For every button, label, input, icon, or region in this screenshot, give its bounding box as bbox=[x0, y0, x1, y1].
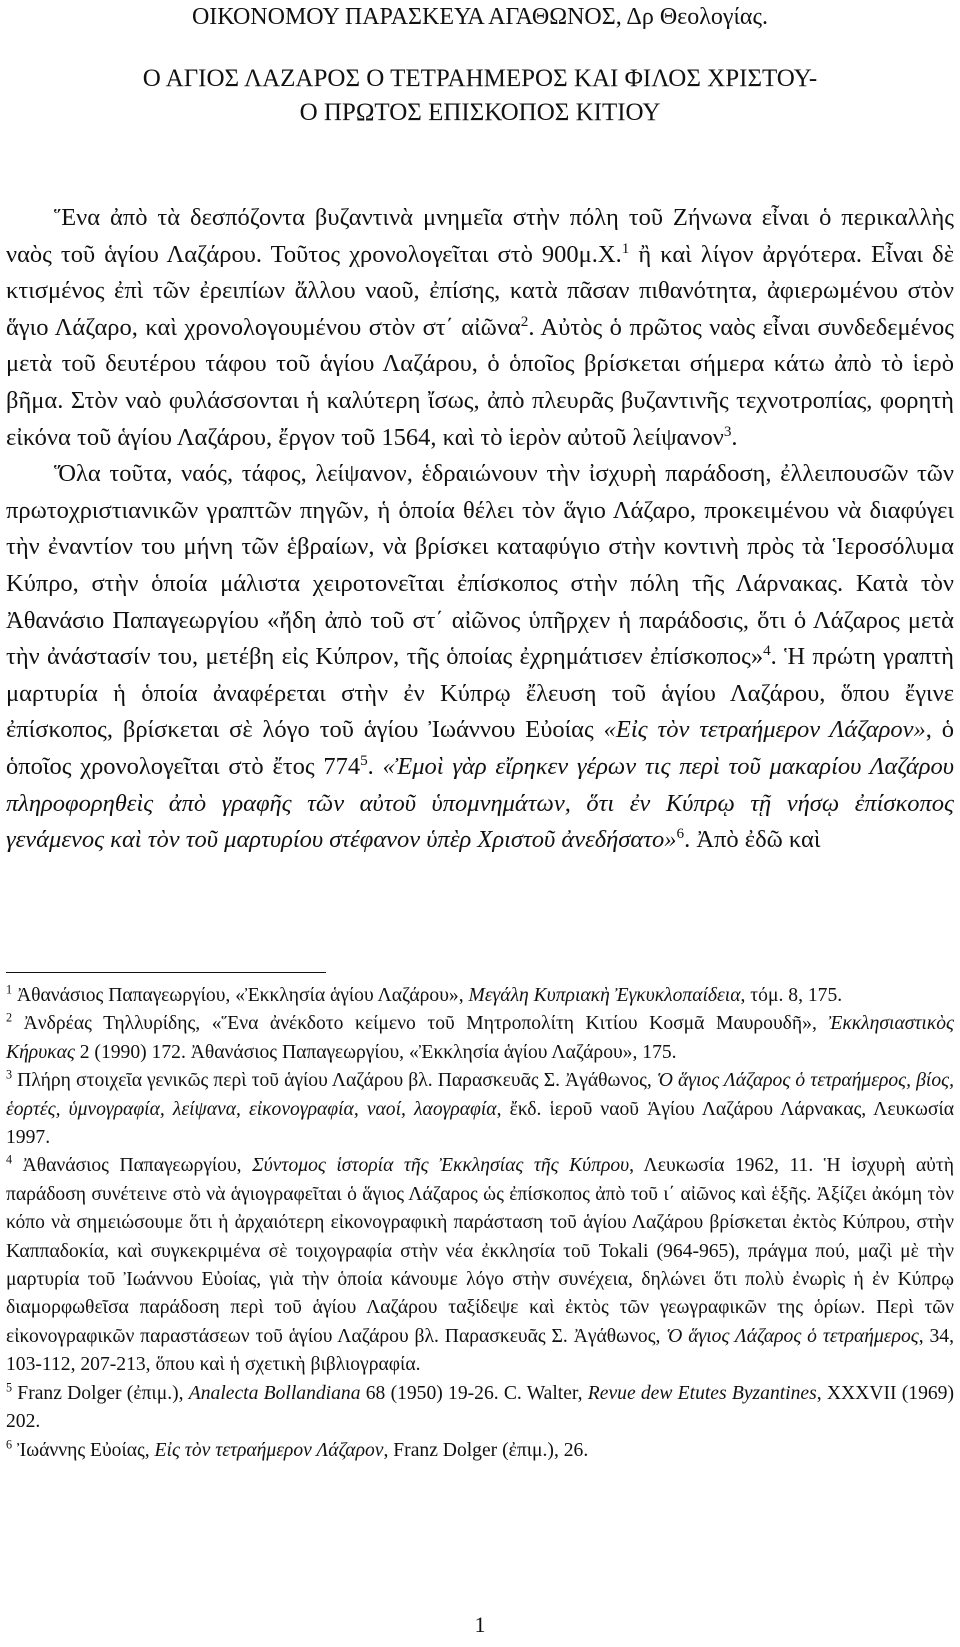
footnote-number: 1 bbox=[6, 982, 13, 997]
author-line: ΟΙΚΟΝΟΜΟΥ ΠΑΡΑΣΚΕΥΑ ΑΓΑΘΩΝΟΣ, Δρ Θεολογίας. bbox=[191, 4, 769, 30]
footnote-ref-6[interactable]: 6 bbox=[676, 824, 685, 842]
text-span: Ἕνα ἀπὸ τὰ δεσπόζοντα βυζαντινὰ μνημεῖα στὴν πόλη τοῦ Ζήνωνα εἶναι ὁ περικαλλὴς ναὸς τοῦ ἁγίου Λαζάρου. Τοῦτος χρονολογεῖται στὸ 900μ.Χ. bbox=[6, 204, 954, 268]
text-span: Ἀθανάσιος Παπαγεωργίου, «Ἐκκλησία ἁγίου Λαζάρου», bbox=[12, 985, 469, 1006]
text-span: Franz Dolger (ἐπιμ.), bbox=[12, 1382, 189, 1404]
body-text bbox=[6, 200, 954, 859]
text-span: Ἀνδρέας Τηλλυρίδης, «Ἕνα ἀνέκδοτο κείμενο τοῦ Μητροπολίτη Κιτίου Κοσμᾶ Μαυρουδῆ», bbox=[12, 1013, 829, 1035]
italic-title: Ὁ ἅγιος Λάζαρος ὁ τετραήμερος, βίος, ἑορτές, ὑμνογραφία, λείψανα, εἰκονογραφία, ναοί, λαογραφία bbox=[6, 1070, 954, 1120]
italic-title: Σύντομος ἱστορία τῆς Ἐκκλησίας τῆς Κύπρου bbox=[252, 1155, 630, 1177]
footnotes bbox=[6, 982, 954, 1465]
footnote-ref-4[interactable]: 4 bbox=[763, 641, 771, 659]
italic-title: Revue dew Etutes Byzantines bbox=[587, 1382, 817, 1404]
text-span: , τόμ. 8, 175. bbox=[740, 985, 843, 1006]
text-span: ἢ καὶ λίγον ἀργότερα. Εἶναι δὲ κτισμένος ἐπὶ τῶν ἐρειπίων ἄλλου ναοῦ, ἐπίσης, κατὰ πᾶσαν πιθανότητα, ἀφιερωμένου στὸν ἅγιο Λάζαρο, καὶ χρονολογουμένου στὸν στ΄ αἰῶνα bbox=[6, 240, 954, 341]
footnote-4 bbox=[6, 1152, 954, 1379]
footnote-1 bbox=[6, 982, 954, 1010]
italic-title: Ὁ ἅγιος Λάζαρος ὁ τετραήμερος bbox=[666, 1325, 919, 1347]
italic-title: Μεγάλη Κυπριακὴ Ἐγκυκλοπαίδεια bbox=[468, 985, 741, 1006]
italic-quote: «Ἐμοὶ γὰρ εἴρηκεν γέρων τις περὶ τοῦ μακαρίου Λαζάρου πληροφορηθεὶς ἀπὸ γραφῆς τῶν αὐτοῦ ὑπομνημάτων, ὅτι ἐν Κύπρῳ τῇ νήσῳ ἐπίσκοπος γενάμενος καὶ τὸν τοῦ μαρτυρίου στέφανον ὑπὲρ Χριστοῦ ἀνεδήσατο» bbox=[6, 752, 955, 854]
italic-title: Analecta Bollandiana bbox=[188, 1382, 361, 1404]
text-span: , ὁ ὁποῖος χρονολογεῖται στὸ ἔτος 774 bbox=[6, 716, 954, 780]
footnote-number: 3 bbox=[6, 1067, 13, 1082]
footnote-number: 2 bbox=[6, 1010, 13, 1025]
text-span: . Ἡ πρώτη γραπτὴ μαρτυρία ἡ ὁποία ἀναφέρεται στὴν ἐν Κύπρῳ ἔλευση τοῦ ἁγίου Λαζάρου, ὅπου ἔγινε ἐπίσκοπος, βρίσκεται σὲ λόγο τοῦ ἁγίου Ἰωάννου Εὐοίας bbox=[6, 643, 954, 744]
text-span: Ὅλα τοῦτα, ναός, τάφος, λείψανον, ἑδραιώνουν τὴν ἰσχυρὴ παράδοση, ἐλλειπουσῶν τῶν πρωτοχριστιανικῶν γραπτῶν πηγῶν, ἡ ὁποία θέλει τὸν ἅγιο Λάζαρο, προκειμένου νὰ διαφύγει τὴν ἐναντίον του μήνη τῶν ἑβραίων, νὰ βρίσκει καταφύγιο στὴν κοντινὴ πρὸς τὰ Ἱεροσόλυμα Κύπρο, στὴν ὁποία μάλιστα χειροτονεῖται ἐπίσκοπος στὴν πόλη τῆς Λάρνακας. Κατὰ τὸν Ἀθανάσιο Παπαγεωργίου «ἤδη ἀπὸ τοῦ στ΄ αἰῶνος ὑπῆρχεν ἡ παράδοσις, ὅτι ὁ Λάζαρος μετὰ τὴν ἀνάστασίν του, μετέβη εἰς Κύπρον, τῆς ὁποίας ἐχρημάτισεν ἐπίσκοπος» bbox=[6, 460, 954, 671]
italic-title: Εἰς τὸν τετραήμερον Λάζαρον bbox=[154, 1439, 384, 1461]
text-span: 68 (1950) 19-26. C. Walter, bbox=[360, 1382, 588, 1404]
text-span: . Αὐτὸς ὁ πρῶτος ναὸς εἶναι συνδεδεμένος μετὰ τοῦ δευτέρου τάφου τοῦ ἁγίου Λαζάρου, ὁ ὁποῖος βρίσκεται σήμερα κάτω ἀπὸ τὸ ἱερὸ βῆμα. Στὸν ναὸ φυλάσσονται ἡ καλύτερη ἴσως, ἀπὸ πλευρᾶς βυζαντινῆς τεχνοτροπίας, φορητὴ εἰκόνα τοῦ ἁγίου Λαζάρου, ἔργον τοῦ 1564, καὶ τὸ ἱερὸν αὐτοῦ λείψανον bbox=[6, 313, 955, 451]
text-span: , XXXVII (1969) 202. bbox=[6, 1382, 954, 1433]
title-line-2: Ο ΠΡΩΤΟΣ ΕΠΙΣΚΟΠΟΣ ΚΙΤΙΟΥ bbox=[299, 99, 661, 126]
paragraph-2 bbox=[6, 456, 954, 859]
footnote-number: 5 bbox=[6, 1380, 13, 1395]
page-number: 1 bbox=[474, 1612, 486, 1637]
footnote-number: 4 bbox=[6, 1152, 13, 1167]
text-span: 2 (1990) 172. Ἀθανάσιος Παπαγεωργίου, «Ἐκκλησία ἁγίου Λαζάρου», 175. bbox=[74, 1041, 677, 1063]
footnote-ref-1[interactable]: 1 bbox=[621, 239, 630, 257]
footnote-5 bbox=[6, 1380, 954, 1437]
footnote-3 bbox=[6, 1067, 954, 1152]
footnote-ref-3[interactable]: 3 bbox=[723, 422, 732, 440]
text-span: . Ἀπὸ ἐδῶ καὶ bbox=[684, 826, 821, 854]
footnote-6 bbox=[6, 1437, 954, 1465]
article-title bbox=[0, 62, 960, 130]
italic-title: «Εἰς τὸν τετραήμερον Λάζαρον» bbox=[603, 716, 926, 744]
text-span: , Franz Dolger (ἐπιμ.), 26. bbox=[383, 1439, 589, 1461]
footnote-separator bbox=[6, 972, 326, 973]
footnote-ref-2[interactable]: 2 bbox=[520, 312, 529, 330]
text-span: , 34, 103-112, 207-213, ὅπου καὶ ἡ σχετικὴ βιβλιογραφία. bbox=[6, 1325, 954, 1376]
italic-title: Ἐκκλησιαστικὸς Κήρυκας bbox=[6, 1013, 954, 1063]
text-span: . bbox=[367, 752, 383, 780]
text-span: . bbox=[731, 423, 738, 451]
footnote-number: 6 bbox=[6, 1436, 13, 1451]
text-span: , ἔκδ. ἱεροῦ ναοῦ Ἁγίου Λαζάρου Λάρνακας, Λευκωσία 1997. bbox=[6, 1098, 954, 1149]
text-span: Ἀθανάσιος Παπαγεωργίου, bbox=[12, 1155, 253, 1177]
footnote-2 bbox=[6, 1010, 954, 1067]
paragraph-1 bbox=[6, 200, 954, 456]
title-line-1: Ο ΑΓΙΟΣ ΛΑΖΑΡΟΣ Ο ΤΕΤΡΑΗΜΕΡΟΣ ΚΑΙ ΦΙΛΟΣ ΧΡΙΣΤΟΥ- bbox=[142, 65, 818, 92]
text-span: , Λευκωσία 1962, 11. Ἡ ἰσχυρὴ αὐτὴ παράδοση συνέτεινε στὸ νὰ ἁγιογραφεῖται ὁ ἅγιος Λάζαρος ὡς ἐπίσκοπος ἀπὸ τοῦ ι΄ αἰῶνος καὶ ἑξῆς. Ἀξίζει ἀκόμη τὸν κόπο νὰ σημειώσουμε ὅτι ἡ ἀρχαιότερη εἰκονογραφικὴ παράσταση τοῦ ἁγίου Λαζάρου βρίσκεται ἐκτὸς Κύπρου, στὴν Καππαδοκία, καὶ συγκεκριμένα σὲ τοιχογραφία στὴν νέα ἐκκλησία τοῦ Tokali (964-965), πράγμα πού, μαζὶ μὲ τὴν μαρτυρία τοῦ Ἰωάννου Εὐοίας, γιὰ τὴν ὁποία κάνουμε λόγο στὴν συνέχεια, δηλώνει ὅτι πολὺ ἐνωρὶς ἡ ἐν Κύπρῳ διαμορφωθεῖσα παράδοση περὶ τοῦ ἁγίου Λαζάρου ταξίδεψε καὶ ἐκτὸς τῶν γεωγραφικῶν της ὁρίων. Περὶ τῶν εἰκονογραφικῶν παραστάσεων τοῦ ἁγίου Λαζάρου βλ. Παρασκευᾶς Σ. Ἀγάθωνος, bbox=[6, 1155, 954, 1347]
text-span: Ἰωάννης Εὐοίας, bbox=[12, 1439, 155, 1461]
text-span: Πλήρη στοιχεῖα γενικῶς περὶ τοῦ ἁγίου Λαζάρου βλ. Παρασκευᾶς Σ. Ἀγάθωνος, bbox=[12, 1070, 657, 1092]
footnote-ref-5[interactable]: 5 bbox=[360, 751, 368, 769]
